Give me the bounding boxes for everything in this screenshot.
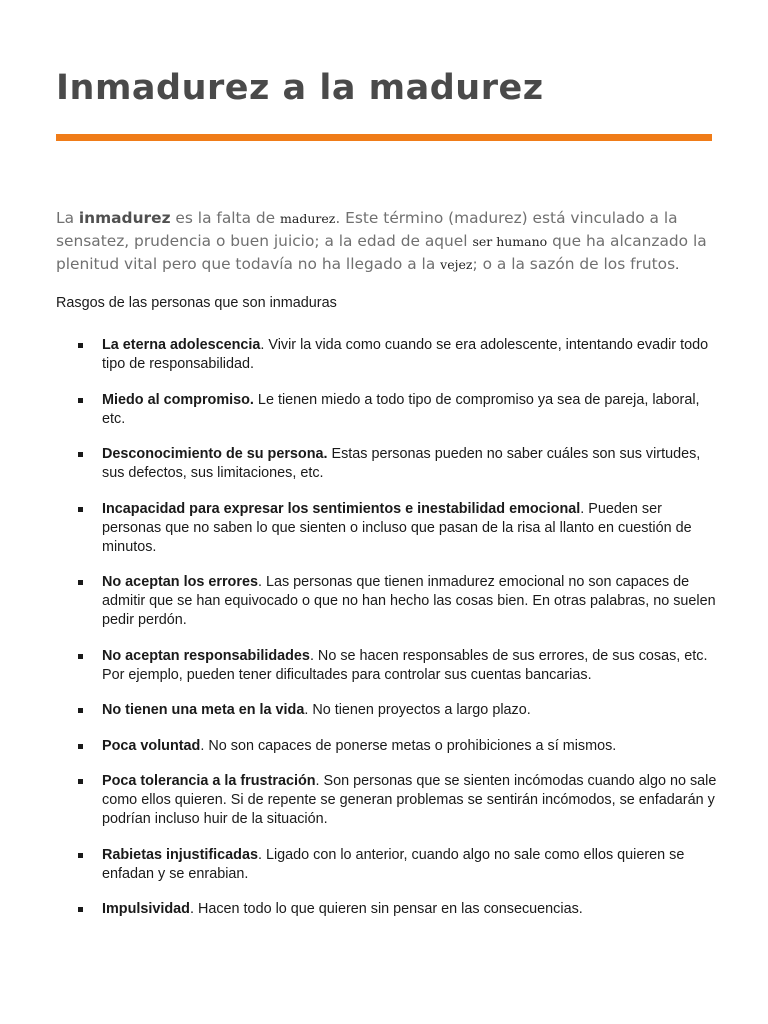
list-item [56, 391, 718, 429]
square-bullet-icon [78, 452, 83, 457]
square-bullet-icon [78, 907, 83, 912]
trait-title: Desconocimiento de su persona. [102, 446, 328, 462]
list-item [56, 500, 718, 557]
list-item [56, 573, 718, 630]
intro-text: ; o a la sazón de los frutos [472, 255, 676, 273]
trait-title: No aceptan los errores [102, 574, 258, 590]
square-bullet-icon [78, 580, 83, 585]
trait-text: . No se hacen responsables de sus errores, de sus cosas, etc. Por ejemplo, pueden tener dificultades para controlar sus cuentas bancarias. [102, 647, 708, 683]
list-item [56, 336, 718, 374]
square-bullet-icon [78, 343, 83, 348]
trait-title: Rabietas injustificadas [102, 846, 258, 863]
traits-list [56, 336, 718, 936]
intro-link-ser-humano: ser humano [472, 234, 548, 249]
trait-title: No aceptan responsabilidades [102, 647, 310, 664]
title-divider [56, 134, 712, 141]
trait-text: . Ligado con lo anterior, cuando algo no sale como ellos quieren se enfadan y se enrabian. [102, 846, 685, 882]
section-subheading: Rasgos de las personas que son inmaduras [56, 295, 337, 311]
list-item [56, 772, 718, 829]
list-item [56, 900, 718, 919]
trait-title: La eterna adolescencia [102, 337, 261, 353]
trait-title: Incapacidad para expresar los sentimientos e inestabilidad emocional [102, 500, 581, 517]
intro-paragraph [56, 207, 716, 276]
square-bullet-icon [78, 708, 83, 713]
list-item [56, 445, 718, 483]
trait-text: . No son capaces de ponerse metas o prohibiciones a sí mismos. [200, 737, 617, 754]
list-item [56, 647, 718, 685]
square-bullet-icon [78, 744, 83, 749]
intro-link-vejez: vejez [440, 257, 473, 272]
trait-text: Estas personas pueden no saber cuáles son sus virtudes, sus defectos, sus limitaciones, etc. [102, 446, 701, 481]
trait-title: Poca voluntad [102, 737, 201, 754]
trait-title: Impulsividad [102, 901, 190, 917]
trait-text: . Hacen todo lo que quieren sin pensar en las consecuencias. [189, 901, 583, 917]
page-title: Inmadurez a la madurez [56, 68, 544, 108]
intro-text: que ha alcanzado la plenitud vital pero que todavía no ha llegado a la [56, 232, 707, 273]
list-item [56, 737, 718, 756]
list-item [56, 701, 718, 720]
trait-text: . Pueden ser personas que no saben lo que sienten o incluso que pasan de la risa al llanto en cuestión de minutos. [102, 500, 692, 555]
trait-title: Poca tolerancia a la frustración [102, 773, 316, 789]
square-bullet-icon [78, 654, 83, 659]
trait-title: No tienen una meta en la vida [102, 702, 305, 718]
list-item [56, 846, 718, 884]
intro-text: La [56, 209, 79, 227]
intro-text: es la falta de [170, 209, 281, 227]
intro-text: . Este término (madurez) está vinculado a la sensatez, prudencia o buen juicio; a la edad de aquel [56, 209, 678, 250]
intro-keyword: inmadurez [78, 209, 171, 227]
trait-text: . Vivir la vida como cuando se era adolescente, intentando evadir todo tipo de responsabilidad. [102, 337, 709, 372]
trait-text: . No tienen proyectos a largo plazo. [304, 702, 531, 718]
trait-text: Le tienen miedo a todo tipo de compromiso ya sea de pareja, laboral, etc. [102, 391, 700, 427]
intro-link-madurez: madurez [280, 211, 336, 226]
square-bullet-icon [78, 398, 83, 403]
trait-text: . Las personas que tienen inmadurez emocional no son capaces de admitir que se han equivocado o que no han hecho las cosas bien. En otras palabras, no suelen pedir perdón. [102, 574, 716, 628]
trait-text: . Son personas que se sienten incómodas cuando algo no sale como ellos quieren. Si de repente se generan problemas se sentirán incómodos, se enfadarán y podrían incluso huir de la situación. [102, 773, 717, 827]
square-bullet-icon [78, 779, 83, 784]
square-bullet-icon [78, 853, 83, 858]
square-bullet-icon [78, 507, 83, 512]
intro-end-period: . [675, 257, 680, 272]
trait-title: Miedo al compromiso. [102, 391, 254, 408]
